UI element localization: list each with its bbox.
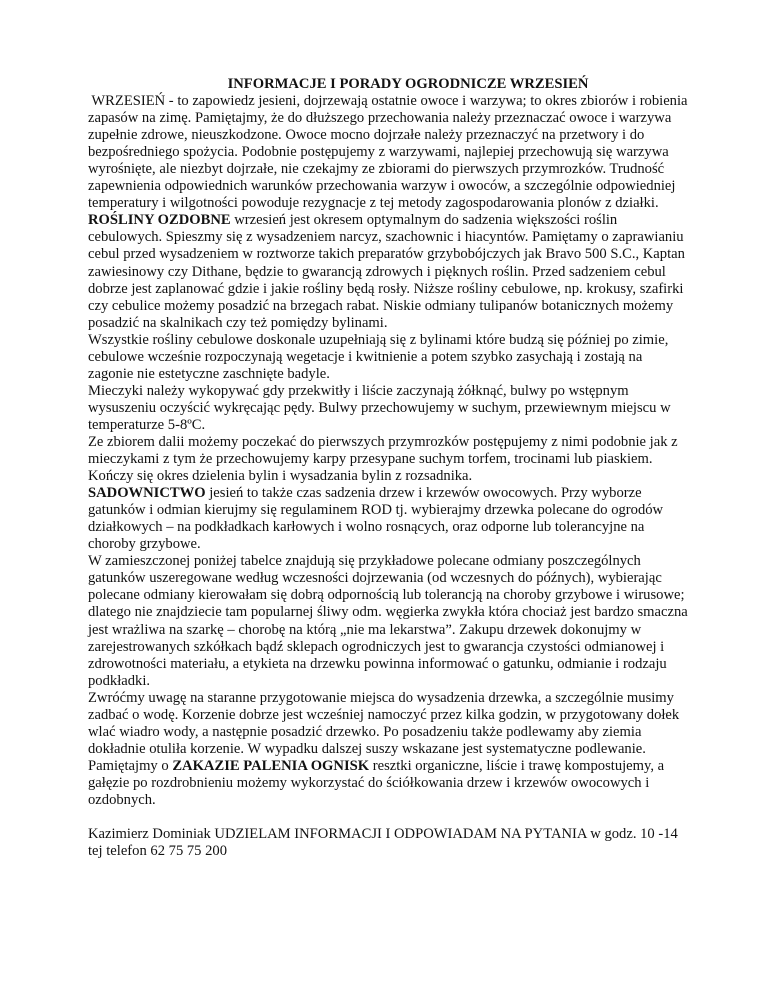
orchard-paragraph: [88, 485, 688, 553]
fire-ban-text: resztki organiczne, liście i trawę kompostujemy, a gałęzie po rozdrobnieniu możemy wykorzystać do ściółkowania drzew i krzewów owocowych i ozdobnych.: [88, 757, 665, 808]
varieties-paragraph: W zamieszczonej poniżej tabelce znajdują się przykładowe polecane odmiany poszczególnych gatunków uszeregowane według wczesności dojrzewania (od wczesnych do późnych), wybierając polecane odmiany kierowałam się dobrą odpornością lub tolerancją na choroby grzybowe i wirusowe; dlatego nie znajdziecie tam popularnej śliwy odm. węgierka zwykła która chociaż jest bardzo smaczna jest wrażliwa na szarkę – chorobę na którą „nie ma lekarstwa”. Zakupu drzewek dokonujmy w zarejestrowanych szkółkach bądź sklepach ogrodniczych jest to gwarancja czystości odmianowej i zdrowotności materiału, a etykieta na drzewku powinna informować o gatunku, odmianie i rodzaju podkładki.: [88, 553, 688, 689]
perennials-paragraph: Kończy się okres dzielenia bylin i wysadzania bylin z rozsadnika.: [88, 468, 473, 485]
ornamental-paragraph: [88, 212, 688, 331]
footer-contact: Kazimierz Dominiak UDZIELAM INFORMACJI I ODPOWIADAM NA PYTANIA w godz. 10 -14 tej telefon 62 75 75 200: [88, 826, 678, 860]
gladiolus-paragraph: Mieczyki należy wykopywać gdy przekwitły i liście zaczynają żółknąć, bulwy po wstępnym wysuszeniu oczyścić wykręcając pędy. Bulwy przechowujemy w suchym, przewiewnym miejscu w temperaturze 5-8ºC.: [88, 382, 671, 433]
ornamental-text: wrzesień jest okresem optymalnym do sadzenia większości roślin cebulowych. Spieszmy się z wysadzeniem narcyz, szachownic i hiacyntów. Pamiętamy o zaprawianiu cebul przed wysadzeniem w roztworze takich preparatów grzybobójczych jak Bravo 500 S.C., Kaptan zawiesinowy czy Dithane, będzie to gwarancją zdrowych i pięknych roślin. Przed sadzeniem cebul dobrze jest zaplanować gdzie i jakie rośliny będą rosły. Niższe rośliny cebulowe, np. krokusy, szafirki czy cebulice możemy posadzić na brzegach rabat. Niskie odmiany tulipanów botanicznych możemy posadzić na skalnikach czy też pomiędzy bylinami.: [88, 212, 685, 331]
ornamental-heading: ROŚLINY OZDOBNE: [88, 212, 231, 229]
fire-ban-prefix: Pamiętajmy o: [88, 757, 173, 774]
fire-ban-heading: ZAKAZIE PALENIA OGNISK: [172, 757, 370, 774]
document-page: [88, 76, 688, 860]
bulbs-paragraph: Wszystkie rośliny cebulowe doskonale uzupełniają się z bylinami które budzą się później po zimie, cebulowe wcześnie rozpoczynają wegetacje i kwitnienie a potem szybko zasychają i zostają na zagonie nie estetyczne zaschnięte badyle.: [88, 331, 669, 382]
orchard-heading: SADOWNICTWO: [88, 485, 206, 502]
fire-ban-paragraph: [88, 758, 688, 809]
planting-paragraph: Zwróćmy uwagę na staranne przygotowanie miejsca do wysadzenia drzewka, a szczególnie musimy zadbać o wodę. Korzenie dobrze jest wcześniej namoczyć przez kilka godzin, w przygotowany dołek wlać wiadro wody, a następnie posadzić drzewko. Po posadzeniu także podlewamy aby ziemia dokładnie otuliła korzenie. W wypadku dalszej suszy wskazane jest systematyczne podlewanie.: [88, 689, 680, 757]
orchard-text: jesień to także czas sadzenia drzew i krzewów owocowych. Przy wyborze gatunków i odmian kierujmy się regulaminem ROD tj. wybierajmy drzewka polecane do ogrodów działkowych – na podkładkach karłowych i wolno rosnących, oraz odporne lub tolerancyjne na choroby grzybowe.: [88, 485, 664, 553]
intro-paragraph: WRZESIEŃ - to zapowiedz jesieni, dojrzewają ostatnie owoce i warzywa; to okres zbiorów i robienia zapasów na zimę. Pamiętajmy, że do dłuższego przechowania należy przeznaczać owoce i warzywa zupełnie zdrowe, nieuszkodzone. Owoce mocno dojrzałe należy przeznaczyć na przetwory i do bezpośredniego spożycia. Podobnie postępujemy z warzywami, najlepiej przechowują się warzywa wyrośnięte, ale niezbyt dojrzałe, nie czekajmy ze zbiorami do pierwszych przymrozków. Trudność zapewnienia odpowiednich warunków przechowania warzyw i owoców, a szczególnie odpowiedniej temperatury i wilgotności powoduje rezygnacje z tej metody zagospodarowania plonów z działki.: [88, 93, 688, 212]
spacer: [88, 809, 688, 826]
dahlia-paragraph: Ze zbiorem dalii możemy poczekać do pierwszych przymrozków postępujemy z nimi podobnie jak z mieczykami z tym że przechowujemy karpy przesypane suchym torfem, trocinami lub piaskiem.: [88, 433, 678, 468]
document-title: INFORMACJE I PORADY OGRODNICZE WRZESIEŃ: [227, 76, 589, 92]
